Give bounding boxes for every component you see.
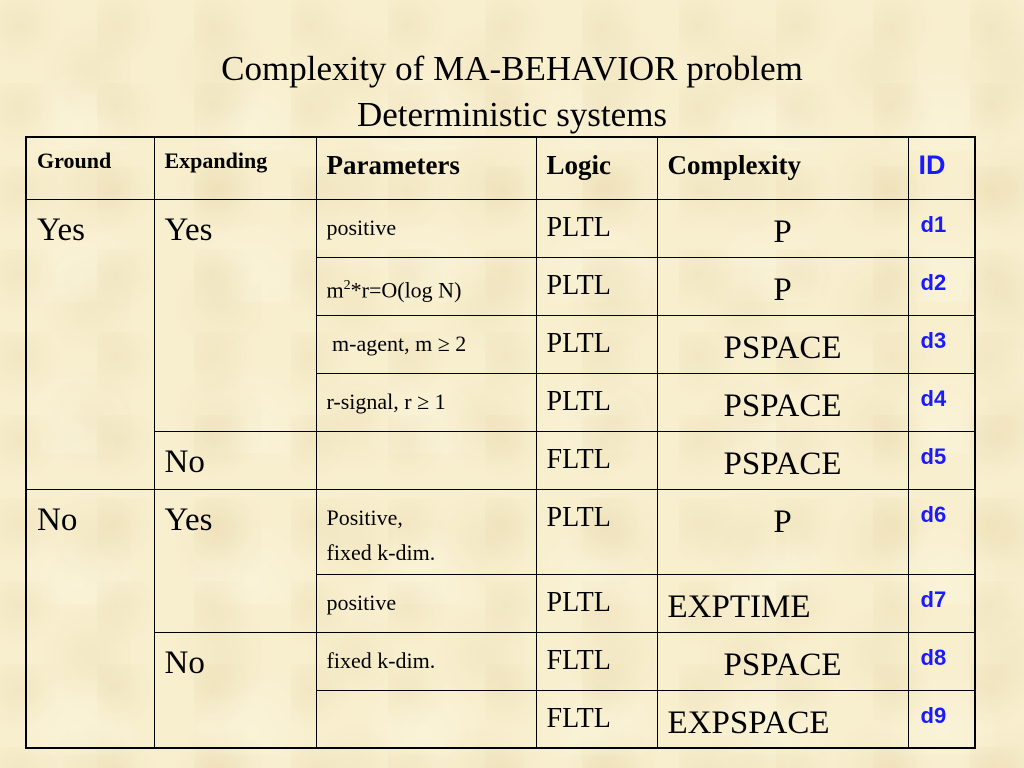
id-cell: d3 — [908, 315, 975, 373]
parameters-cell: fixed k-dim. — [316, 632, 536, 690]
logic-cell: PLTL — [536, 574, 657, 632]
parameters-cell: positive — [316, 574, 536, 632]
param-line-2: fixed k-dim. — [326, 539, 436, 565]
complexity-cell: P — [657, 257, 908, 315]
table-row — [26, 632, 975, 690]
header-expanding: Expanding — [154, 137, 316, 199]
slide-title — [0, 46, 1024, 138]
expanding-cell: No — [154, 431, 316, 489]
id-cell: d8 — [908, 632, 975, 690]
parameters-cell — [316, 690, 536, 748]
complexity-cell: P — [657, 199, 908, 257]
expanding-cell: No — [154, 632, 316, 748]
logic-cell: PLTL — [536, 257, 657, 315]
id-cell: d6 — [908, 489, 975, 574]
id-cell: d1 — [908, 199, 975, 257]
parameters-cell — [316, 489, 536, 574]
ground-cell: No — [26, 489, 154, 748]
header-complexity: Complexity — [657, 137, 908, 199]
complexity-cell: P — [657, 489, 908, 574]
param-superscript: 2 — [343, 277, 351, 293]
ground-cell: Yes — [26, 199, 154, 489]
expanding-cell: Yes — [154, 489, 316, 632]
header-logic: Logic — [536, 137, 657, 199]
logic-cell: PLTL — [536, 373, 657, 431]
id-cell: d9 — [908, 690, 975, 748]
logic-cell: PLTL — [536, 315, 657, 373]
expanding-cell: Yes — [154, 199, 316, 431]
title-line-2: Deterministic systems — [356, 95, 668, 134]
complexity-cell: PSPACE — [657, 431, 908, 489]
complexity-cell: PSPACE — [657, 632, 908, 690]
header-id: ID — [908, 137, 975, 199]
id-cell: d2 — [908, 257, 975, 315]
logic-cell: PLTL — [536, 199, 657, 257]
param-base: m — [326, 276, 344, 302]
parameters-cell: r-signal, r ≥ 1 — [316, 373, 536, 431]
param-line-1: Positive, — [326, 504, 403, 530]
parameters-cell — [316, 431, 536, 489]
table-row — [26, 431, 975, 489]
id-cell: d7 — [908, 574, 975, 632]
title-line-1: Complexity of MA-BEHAVIOR problem — [221, 49, 803, 88]
logic-cell: PLTL — [536, 489, 657, 574]
parameters-cell — [316, 257, 536, 315]
complexity-table — [25, 136, 976, 749]
table-header-row — [26, 137, 975, 199]
id-cell: d4 — [908, 373, 975, 431]
header-parameters: Parameters — [316, 137, 536, 199]
parameters-cell: m-agent, m ≥ 2 — [316, 315, 536, 373]
param-rest: *r=O(log N) — [350, 276, 462, 302]
complexity-cell: PSPACE — [657, 315, 908, 373]
complexity-cell: EXPSPACE — [657, 690, 908, 748]
table-row — [26, 199, 975, 257]
id-cell: d5 — [908, 431, 975, 489]
logic-cell: FLTL — [536, 690, 657, 748]
parameters-cell: positive — [316, 199, 536, 257]
table-row — [26, 489, 975, 574]
logic-cell: FLTL — [536, 632, 657, 690]
complexity-cell: EXPTIME — [657, 574, 908, 632]
complexity-cell: PSPACE — [657, 373, 908, 431]
header-ground: Ground — [26, 137, 154, 199]
logic-cell: FLTL — [536, 431, 657, 489]
